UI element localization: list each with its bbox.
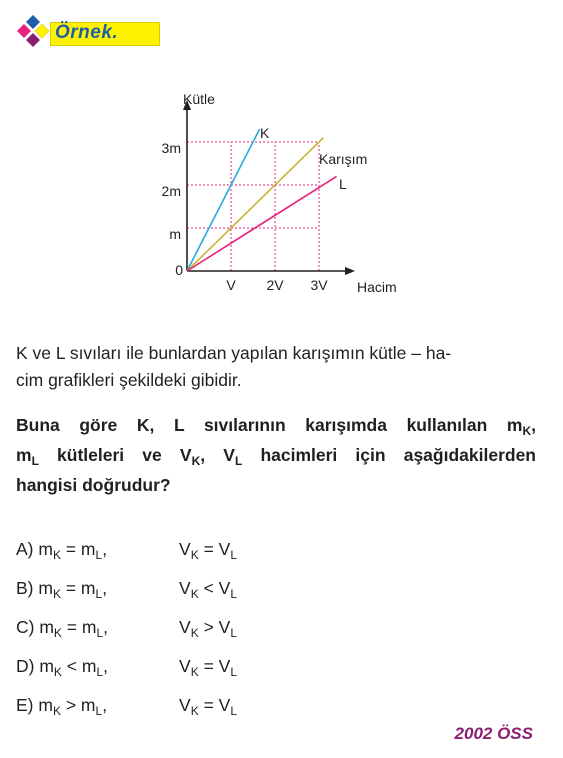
logo-text: Örnek. xyxy=(55,22,119,43)
line-label-karisim: Karışım xyxy=(319,151,368,167)
y-tick-3m: 3m xyxy=(161,140,181,156)
logo-banner xyxy=(50,22,160,46)
y-axis-label: Kütle xyxy=(183,91,215,107)
y-tick-m: m xyxy=(169,226,181,242)
x-tick-v: V xyxy=(226,277,236,293)
origin-label: 0 xyxy=(175,262,183,278)
source-label: 2002 ÖSS xyxy=(454,724,533,743)
mass-volume-graph xyxy=(150,86,420,301)
x-axis-label: Hacim xyxy=(357,279,397,295)
intro-line-2: cim grafikleri şekildeki gibidir. xyxy=(16,370,242,390)
y-tick-2m: 2m xyxy=(161,183,181,199)
series-line-k xyxy=(187,129,260,271)
stem-line-1: Buna göre K, L sıvılarının karışımda kullanılan $m_K$, xyxy=(16,415,536,438)
x-axis-arrow xyxy=(345,267,355,275)
stem-line-3: hangisi doğrudur? xyxy=(16,475,171,495)
question-intro xyxy=(16,340,536,394)
stem-line-2: $m_L$ kütleleri ve $V_K$, $V_L$ hacimleri için aşağıdakilerden xyxy=(16,445,536,468)
line-label-k: K xyxy=(260,125,270,141)
intro-line-1: K ve L sıvıları ile bunlardan yapılan karışımın kütle – ha- xyxy=(16,343,452,363)
x-tick-2v: 2V xyxy=(266,277,284,293)
ornek-logo xyxy=(14,14,154,50)
series-line-l xyxy=(187,176,337,271)
question-stem xyxy=(16,410,536,500)
line-label-l: L xyxy=(339,176,347,192)
x-tick-3v: 3V xyxy=(310,277,328,293)
diamonds-icon xyxy=(14,14,52,50)
series-line-karm xyxy=(187,138,323,271)
